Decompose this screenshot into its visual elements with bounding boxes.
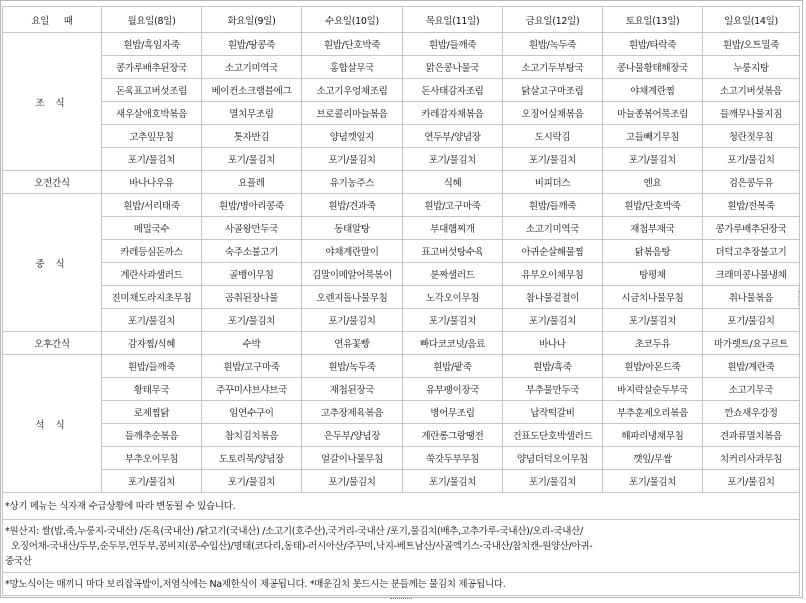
- menu-cell: 돈육표고버섯조림: [102, 79, 202, 102]
- menu-cell: 콩나물황태해장국: [603, 56, 703, 79]
- menu-cell: 은두부/양념장: [302, 424, 403, 447]
- menu-cell: 임연수구이: [202, 401, 302, 424]
- meal-label: 오후간식: [3, 332, 102, 355]
- menu-cell: 도토리묵/양념장: [202, 447, 302, 470]
- menu-cell: 양념깻잎지: [302, 125, 403, 148]
- menu-row: [3, 424, 800, 447]
- day-header: 토요일(13일): [603, 7, 703, 33]
- day-header: 금요일(12일): [503, 7, 603, 33]
- menu-cell: 브로콜리마늘볶음: [302, 102, 403, 125]
- menu-cell: 납작떡갈비: [503, 401, 603, 424]
- menu-row: [3, 470, 800, 493]
- menu-row: [3, 447, 800, 470]
- menu-cell: 양념더덕오이무침: [503, 447, 603, 470]
- menu-cell: 참나물겉절이: [503, 286, 603, 309]
- menu-cell: 주꾸미샤브샤브국: [202, 378, 302, 401]
- menu-cell: 견과류멸치볶음: [703, 424, 800, 447]
- menu-cell: 흰밥/계란죽: [703, 355, 800, 378]
- menu-cell: 골뱅이무침: [202, 263, 302, 286]
- menu-cell: 소고기버섯볶음: [703, 79, 800, 102]
- menu-cell: 흰밥/들깨죽: [503, 194, 603, 217]
- menu-cell: 닭살고구마조림: [503, 79, 603, 102]
- menu-row: [3, 286, 800, 309]
- menu-cell: 포기/물김치: [302, 470, 403, 493]
- menu-row: [3, 56, 800, 79]
- menu-cell: 참치김치볶음: [202, 424, 302, 447]
- menu-cell: 계란롱그랑땡전: [403, 424, 503, 447]
- menu-cell: 포기/물김치: [302, 309, 403, 332]
- menu-cell: 돈사태감자조림: [403, 79, 503, 102]
- menu-cell: 흰밥/오트밀죽: [703, 33, 800, 56]
- menu-cell: 흰밥/전복죽: [703, 194, 800, 217]
- scroll-handle[interactable]: [390, 598, 412, 603]
- menu-cell: 카레감자채볶음: [403, 102, 503, 125]
- menu-cell: 유부팽이장국: [403, 378, 503, 401]
- menu-cell: 흰밥/견과죽: [302, 194, 403, 217]
- menu-cell: 소고기무국: [703, 378, 800, 401]
- diet-note-line: *망노식이는 매끼니 마다 보리잡곡밥이,저염식에는 Na제한식이 제공됩니다. *매운김치 못드시는 분들께는 물김치 제공됩니다.: [5, 578, 506, 590]
- menu-cell: 엔요: [603, 171, 703, 194]
- menu-cell: 표고버섯탕수육: [403, 240, 503, 263]
- resize-grip[interactable]: [798, 291, 802, 305]
- menu-cell: 포기/물김치: [403, 148, 503, 171]
- menu-cell: 더덕고추장불고기: [703, 240, 800, 263]
- menu-cell: 부추오이무침: [102, 447, 202, 470]
- menu-cell: 크래미콩나물냉채: [703, 263, 800, 286]
- day-header: 수요일(10일): [302, 7, 403, 33]
- menu-cell: 흰밥/아몬드죽: [603, 355, 703, 378]
- menu-cell: 황태무국: [102, 378, 202, 401]
- header-row: [3, 7, 800, 33]
- menu-cell: 흰밥/흑임자죽: [102, 33, 202, 56]
- menu-cell: 소고기미역국: [503, 217, 603, 240]
- menu-cell: 유부오이채무침: [503, 263, 603, 286]
- menu-cell: 해파리냉채무침: [603, 424, 703, 447]
- menu-cell: 마늘종볶어묵조림: [603, 102, 703, 125]
- meal-label: 조 식: [3, 33, 102, 171]
- menu-cell: 소고기두부탕국: [503, 56, 603, 79]
- menu-row: [3, 125, 800, 148]
- origin-note-line: *원산지: 쌀(밥,죽,누룽지-국내산) /돈육(국내산) /닭고기(국내산) /소고기(호주산),국거리-국내산 /포기,물김치(배추,고추가루-국내산)/오리-국내산/: [5, 525, 583, 537]
- change-note: [3, 493, 800, 520]
- menu-cell: 마가렛트/요구르트: [703, 332, 800, 355]
- menu-cell: 바지락살순두부국: [603, 378, 703, 401]
- menu-cell: 포기/물김치: [202, 470, 302, 493]
- menu-cell: 포기/물김치: [202, 309, 302, 332]
- menu-cell: 고추장제육볶음: [302, 401, 403, 424]
- menu-cell: 연유꽃빵: [302, 332, 403, 355]
- menu-row: [3, 355, 800, 378]
- menu-cell: 맑은콩나물국: [403, 56, 503, 79]
- menu-cell: 아귀순살해물찜: [503, 240, 603, 263]
- origin-note-line: 중국산: [5, 555, 32, 567]
- menu-cell: 부추물만두국: [503, 378, 603, 401]
- menu-cell: 분짜샐러드: [403, 263, 503, 286]
- menu-cell: 콩가루배추된장국: [703, 217, 800, 240]
- menu-cell: 포기/물김치: [603, 470, 703, 493]
- menu-row: [3, 79, 800, 102]
- menu-row: [3, 309, 800, 332]
- menu-cell: 포기/물김치: [403, 470, 503, 493]
- menu-cell: 콩가루배추된장국: [102, 56, 202, 79]
- menu-cell: 건표도단호박샐러드: [503, 424, 603, 447]
- menu-cell: 부대햄찌개: [403, 217, 503, 240]
- menu-cell: 흰밥/들깨죽: [403, 33, 503, 56]
- menu-cell: 흰밥/타락죽: [603, 33, 703, 56]
- menu-cell: 수박: [202, 332, 302, 355]
- diet-note: [3, 573, 800, 596]
- menu-cell: 청란젓무침: [703, 125, 800, 148]
- menu-cell: 오렌지돌나물무침: [302, 286, 403, 309]
- menu-row: [3, 217, 800, 240]
- menu-cell: 포기/물김치: [202, 148, 302, 171]
- day-header: 일요일(14일): [703, 7, 800, 33]
- menu-cell: 흰밥/팥죽: [403, 355, 503, 378]
- menu-cell: 숙주소불고기: [202, 240, 302, 263]
- menu-cell: 부추훈제오리볶음: [603, 401, 703, 424]
- menu-cell: 메밀국수: [102, 217, 202, 240]
- menu-row: [3, 332, 800, 355]
- menu-cell: 닭볶음탕: [603, 240, 703, 263]
- menu-cell: 포기/물김치: [302, 148, 403, 171]
- menu-cell: 포기/물김치: [102, 309, 202, 332]
- menu-cell: 바나나: [503, 332, 603, 355]
- menu-cell: 흰밥/단호박죽: [603, 194, 703, 217]
- menu-cell: 흰밥/고구마죽: [403, 194, 503, 217]
- menu-cell: 요플레: [202, 171, 302, 194]
- menu-cell: 포기/물김치: [503, 148, 603, 171]
- origin-note-line: 오징어채-국내산/두부,순두부,연두부,콩비지(콩-수입산)/명태(코다리,동태)-러시아산/주꾸미,낙지-베트남산/사골엑기스-국내산/참치캔-원양산/아귀-: [11, 540, 593, 552]
- change-note-line: *상기 메뉴는 식자재 수급상황에 따라 변동될 수 있습니다.: [5, 500, 236, 512]
- day-header: 화요일(9일): [202, 7, 302, 33]
- menu-cell: 흰밥/흑죽: [503, 355, 603, 378]
- menu-cell: 빠다코코넛/음료: [403, 332, 503, 355]
- menu-cell: 흰밥/고구마죽: [202, 355, 302, 378]
- menu-cell: 깐쇼새우강정: [703, 401, 800, 424]
- menu-row: [3, 194, 800, 217]
- menu-cell: 야채계란찜: [603, 79, 703, 102]
- menu-row: [3, 378, 800, 401]
- menu-cell: 흰밥/병아리콩죽: [202, 194, 302, 217]
- menu-cell: 비피더스: [503, 171, 603, 194]
- menu-cell: 로제찜닭: [102, 401, 202, 424]
- menu-cell: 노각오이무침: [403, 286, 503, 309]
- menu-cell: 깻잎/무쌈: [603, 447, 703, 470]
- menu-cell: 톳자반김: [202, 125, 302, 148]
- menu-cell: 누룽지탕: [703, 56, 800, 79]
- menu-cell: 감자찜/식혜: [102, 332, 202, 355]
- menu-cell: 식혜: [403, 171, 503, 194]
- menu-cell: 흰밥/녹두죽: [503, 33, 603, 56]
- menu-cell: 흰밥/서리태죽: [102, 194, 202, 217]
- menu-cell: 초코두유: [603, 332, 703, 355]
- menu-cell: 병어무조림: [403, 401, 503, 424]
- menu-row: [3, 263, 800, 286]
- menu-cell: 김말이메알어묵볶이: [302, 263, 403, 286]
- day-header: 목요일(11일): [403, 7, 503, 33]
- menu-cell: 유기농주스: [302, 171, 403, 194]
- menu-cell: 오징어실채볶음: [503, 102, 603, 125]
- meal-label: 석 식: [3, 355, 102, 493]
- menu-cell: 포기/물김치: [603, 148, 703, 171]
- menu-cell: 진미채도라지초무침: [102, 286, 202, 309]
- meal-label: 오전간식: [3, 171, 102, 194]
- menu-cell: 포기/물김치: [102, 470, 202, 493]
- menu-cell: 포기/물김치: [503, 470, 603, 493]
- menu-cell: 곰취된장나물: [202, 286, 302, 309]
- menu-cell: 포기/물김치: [603, 309, 703, 332]
- menu-cell: 포기/물김치: [503, 309, 603, 332]
- diet-note-text: [3, 573, 800, 596]
- origin-note-text: [3, 520, 800, 573]
- menu-row: [3, 240, 800, 263]
- menu-cell: 포기/물김치: [102, 148, 202, 171]
- menu-cell: 들깨무나물지짐: [703, 102, 800, 125]
- weekly-menu-table: [2, 6, 800, 596]
- menu-row: [3, 148, 800, 171]
- menu-cell: 얼갈이나물무침: [302, 447, 403, 470]
- menu-cell: 탕평채: [603, 263, 703, 286]
- menu-cell: 계란사과샐러드: [102, 263, 202, 286]
- menu-cell: 소고기미역국: [202, 56, 302, 79]
- menu-row: [3, 102, 800, 125]
- menu-cell: 고들빼기무침: [603, 125, 703, 148]
- menu-cell: 포기/물김치: [403, 309, 503, 332]
- change-note-text: [3, 493, 800, 520]
- origin-note: [3, 520, 800, 573]
- menu-cell: 흰밥/땅콩죽: [202, 33, 302, 56]
- menu-cell: 취나물볶음: [703, 286, 800, 309]
- menu-cell: 동태알탕: [302, 217, 403, 240]
- menu-cell: 쑥갓두부무침: [403, 447, 503, 470]
- menu-cell: 검은콩두유: [703, 171, 800, 194]
- menu-row: [3, 33, 800, 56]
- menu-cell: 재첩된장국: [302, 378, 403, 401]
- menu-cell: 홍합살무국: [302, 56, 403, 79]
- menu-cell: 포기/물김치: [703, 309, 800, 332]
- day-header: 월요일(8일): [102, 7, 202, 33]
- menu-cell: 도시락김: [503, 125, 603, 148]
- menu-cell: 카레등심돈까스: [102, 240, 202, 263]
- menu-cell: 포기/물김치: [703, 148, 800, 171]
- menu-cell: 바나나우유: [102, 171, 202, 194]
- menu-cell: 야채계란말이: [302, 240, 403, 263]
- menu-cell: 멸치무조림: [202, 102, 302, 125]
- menu-cell: 흰밥/녹두죽: [302, 355, 403, 378]
- header-corner: 요일 때: [3, 7, 102, 33]
- menu-cell: 베이컨소크램블에그: [202, 79, 302, 102]
- menu-cell: 소고기우엉채조림: [302, 79, 403, 102]
- menu-cell: 흰밥/단호박죽: [302, 33, 403, 56]
- meal-label: 중 식: [3, 194, 102, 332]
- menu-cell: 흰밥/들깨죽: [102, 355, 202, 378]
- menu-cell: 들깨추순볶음: [102, 424, 202, 447]
- menu-row: [3, 401, 800, 424]
- menu-cell: 시금치나물무침: [603, 286, 703, 309]
- menu-cell: 재첩부재국: [603, 217, 703, 240]
- menu-cell: 연두부/양념장: [403, 125, 503, 148]
- menu-cell: 포기/물김치: [703, 470, 800, 493]
- menu-row: [3, 171, 800, 194]
- menu-cell: 치커리사과무침: [703, 447, 800, 470]
- menu-cell: 고추잎무침: [102, 125, 202, 148]
- menu-cell: 새우살애호박볶음: [102, 102, 202, 125]
- menu-cell: 사골왕만두국: [202, 217, 302, 240]
